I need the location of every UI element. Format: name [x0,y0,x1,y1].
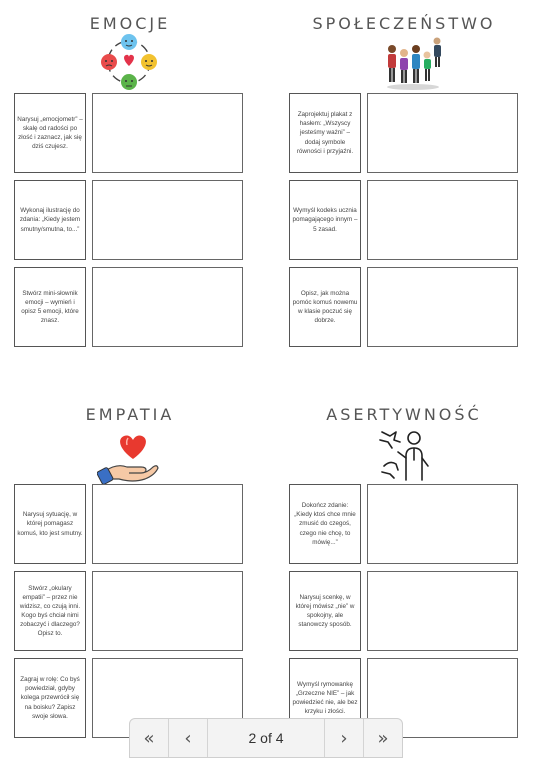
activity-row [14,267,244,349]
activity-prompt: Narysuj sytuację, w której pomagasz komuś, kto jest smutny. [14,484,86,564]
first-page-button[interactable]: « [130,719,169,757]
group-of-people-icon [380,33,446,91]
activity-row [289,267,519,349]
answer-box [92,484,243,564]
answer-box [92,571,243,651]
hand-holding-heart-icon [97,427,159,485]
section-title-empatia: EMPATIA [85,405,175,424]
section-title-asertywnosc: ASERTYWNOŚĆ [326,405,482,424]
answer-box [92,180,243,260]
activity-row [289,180,519,262]
activity-prompt: Narysuj scenkę, w której mówisz „nie” w spokojny, ale stanowczy sposób. [289,571,361,651]
activity-row [14,571,244,653]
answer-box [367,484,518,564]
next-page-button[interactable]: › [325,719,364,757]
emotions-cycle-icon [97,31,161,93]
previous-page-button[interactable]: ‹ [169,719,208,757]
activity-prompt: Stwórz mini-słownik emocji – wymień i opisz 5 emocji, które znasz. [14,267,86,347]
activity-prompt: Stwórz „okulary empatii” – przez nie widzisz, co czują inni. Kogo byś chciał nimi zobaczyć i dlaczego? Opisz to. [14,571,86,651]
activity-row [14,180,244,262]
activity-prompt: Wykonaj ilustrację do zdania: „Kiedy jestem smutny/smutna, to...” [14,180,86,260]
page-indicator: 2 of 4 [208,719,325,757]
activity-prompt: Dokończ zdanie: „Kiedy ktoś chce mnie zmusić do czegoś, czego nie chcę, to mówię...” [289,484,361,564]
answer-box [367,571,518,651]
pagination-toolbar [129,718,403,758]
activity-prompt: Zagraj w rolę: Co byś powiedział, gdyby kolega przewrócił się na boisku? Zapisz swoje słowa. [14,658,86,738]
answer-box [367,93,518,173]
section-title-spoleczenstwo: SPOŁECZEŃSTWO [312,14,496,33]
activity-row [14,93,244,175]
activity-prompt: Zaprojektuj plakat z hasłem: „Wszyscy jesteśmy ważni” – dodaj symbole równości i przyjaźni. [289,93,361,173]
section-title-emocje: EMOCJE [89,14,171,33]
activity-row [289,571,519,653]
activity-prompt: Opisz, jak można pomóc komuś nowemu w klasie poczuć się dobrze. [289,267,361,347]
activity-row [289,484,519,566]
activity-row [289,93,519,175]
activity-prompt: Narysuj „emocjometr” – skalę od radości po złość i zaznacz, jak się dziś czujesz. [14,93,86,173]
activity-row [14,484,244,566]
activity-prompt: Wymyśl rymowankę „Grzeczne NIE” – jak powiedzieć nie, ale bez krzyku i złości. [289,658,361,738]
answer-box [367,180,518,260]
answer-box [92,267,243,347]
answer-box [367,267,518,347]
answer-box [92,93,243,173]
activity-prompt: Wymyśl kodeks ucznia pomagającego innym – 5 zasad. [289,180,361,260]
last-page-button[interactable]: » [377,727,389,749]
two-people-talking-icon [376,426,434,482]
